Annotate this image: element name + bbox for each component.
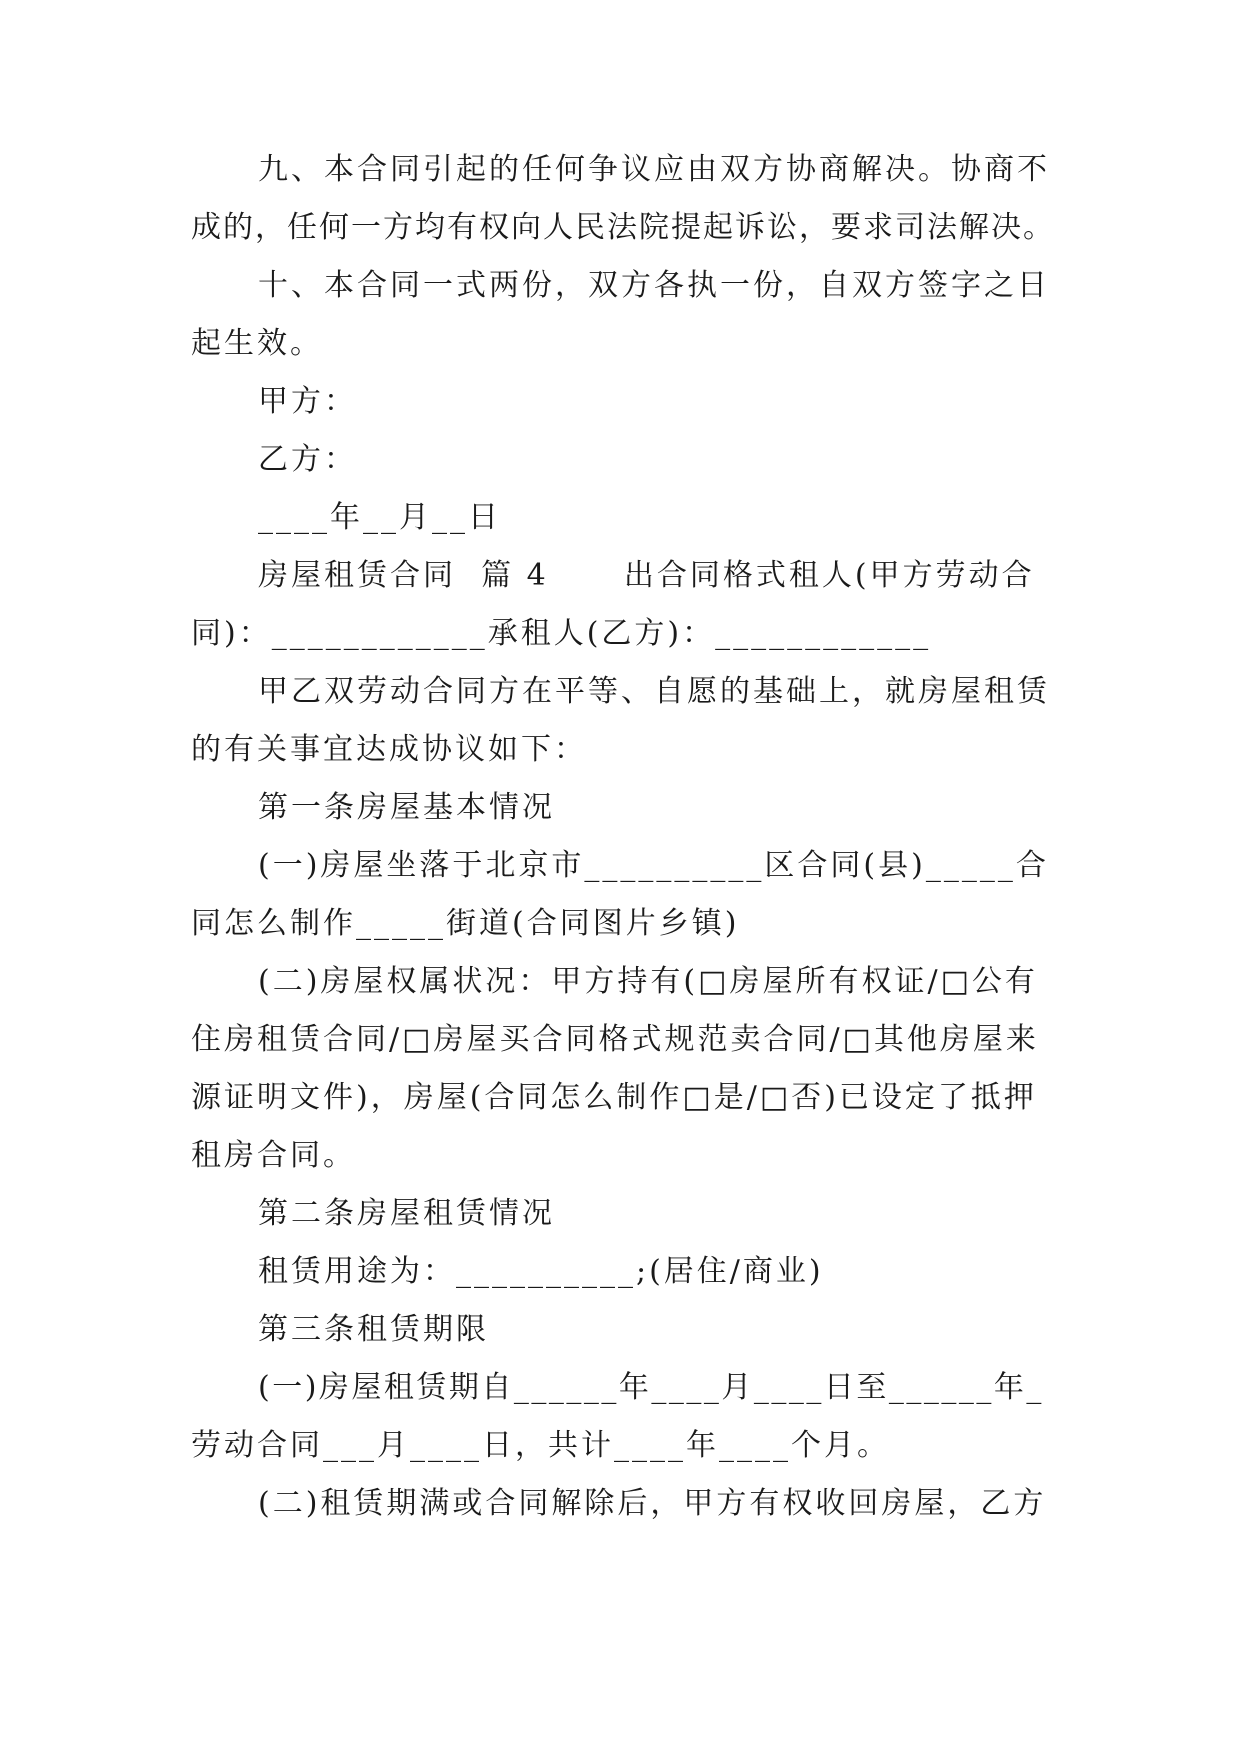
article-1-item-1-line-1: (一)房屋坐落于北京市__________区合同(县)_____合	[258, 848, 1049, 883]
article-1-item-2-line-3: 源证明文件)，房屋(合同怎么制作□是/□否)已设定了抵押	[191, 1080, 1037, 1115]
article-3-item-1-line-1: (一)房屋租赁期自______年____月____日至______年_	[258, 1370, 1044, 1405]
article-3-item-1-line-2: 劳动合同___月____日，共计____年____个月。	[191, 1428, 890, 1463]
article-1-heading: 第一条房屋基本情况	[258, 790, 555, 825]
article-2-heading: 第二条房屋租赁情况	[258, 1196, 555, 1231]
clause-9-line-2: 成的，任何一方均有权向人民法院提起诉讼，要求司法解决。	[191, 210, 1055, 245]
article-2-purpose: 租赁用途为：__________;(居住/商业)	[258, 1254, 824, 1289]
article-3-heading: 第三条租赁期限	[258, 1312, 489, 1347]
clause-10-line-2: 起生效。	[191, 326, 323, 361]
preamble-line-1: 甲乙双劳动合同方在平等、自愿的基础上，就房屋租赁	[258, 674, 1050, 709]
article-1-item-1-line-2: 同怎么制作_____街道(合同图片乡镇)	[191, 906, 740, 941]
contract-title-line: 房屋租赁合同 篇 4 出合同格式租人(甲方劳动合	[258, 558, 1035, 593]
article-3-item-2-line-1: (二)租赁期满或合同解除后，甲方有权收回房屋，乙方	[258, 1486, 1047, 1521]
article-1-item-2-line-2: 住房租赁合同/□房屋买合同格式规范卖合同/□其他房屋来	[191, 1022, 1039, 1057]
parties-line: 同)：____________承租人(乙方)：____________	[191, 616, 932, 651]
article-1-item-2-line-1: (二)房屋权属状况：甲方持有(□房屋所有权证/□公有	[258, 964, 1038, 999]
party-b-signature: 乙方：	[258, 442, 357, 477]
article-1-item-2-line-4: 租房合同。	[191, 1138, 356, 1173]
party-a-signature: 甲方：	[258, 384, 357, 419]
signature-date: ____年__月__日	[258, 500, 501, 535]
clause-10-line-1: 十、本合同一式两份，双方各执一份，自双方签字之日	[258, 268, 1050, 303]
preamble-line-2: 的有关事宜达成协议如下：	[191, 732, 587, 767]
clause-9-line-1: 九、本合同引起的任何争议应由双方协商解决。协商不	[258, 152, 1050, 187]
